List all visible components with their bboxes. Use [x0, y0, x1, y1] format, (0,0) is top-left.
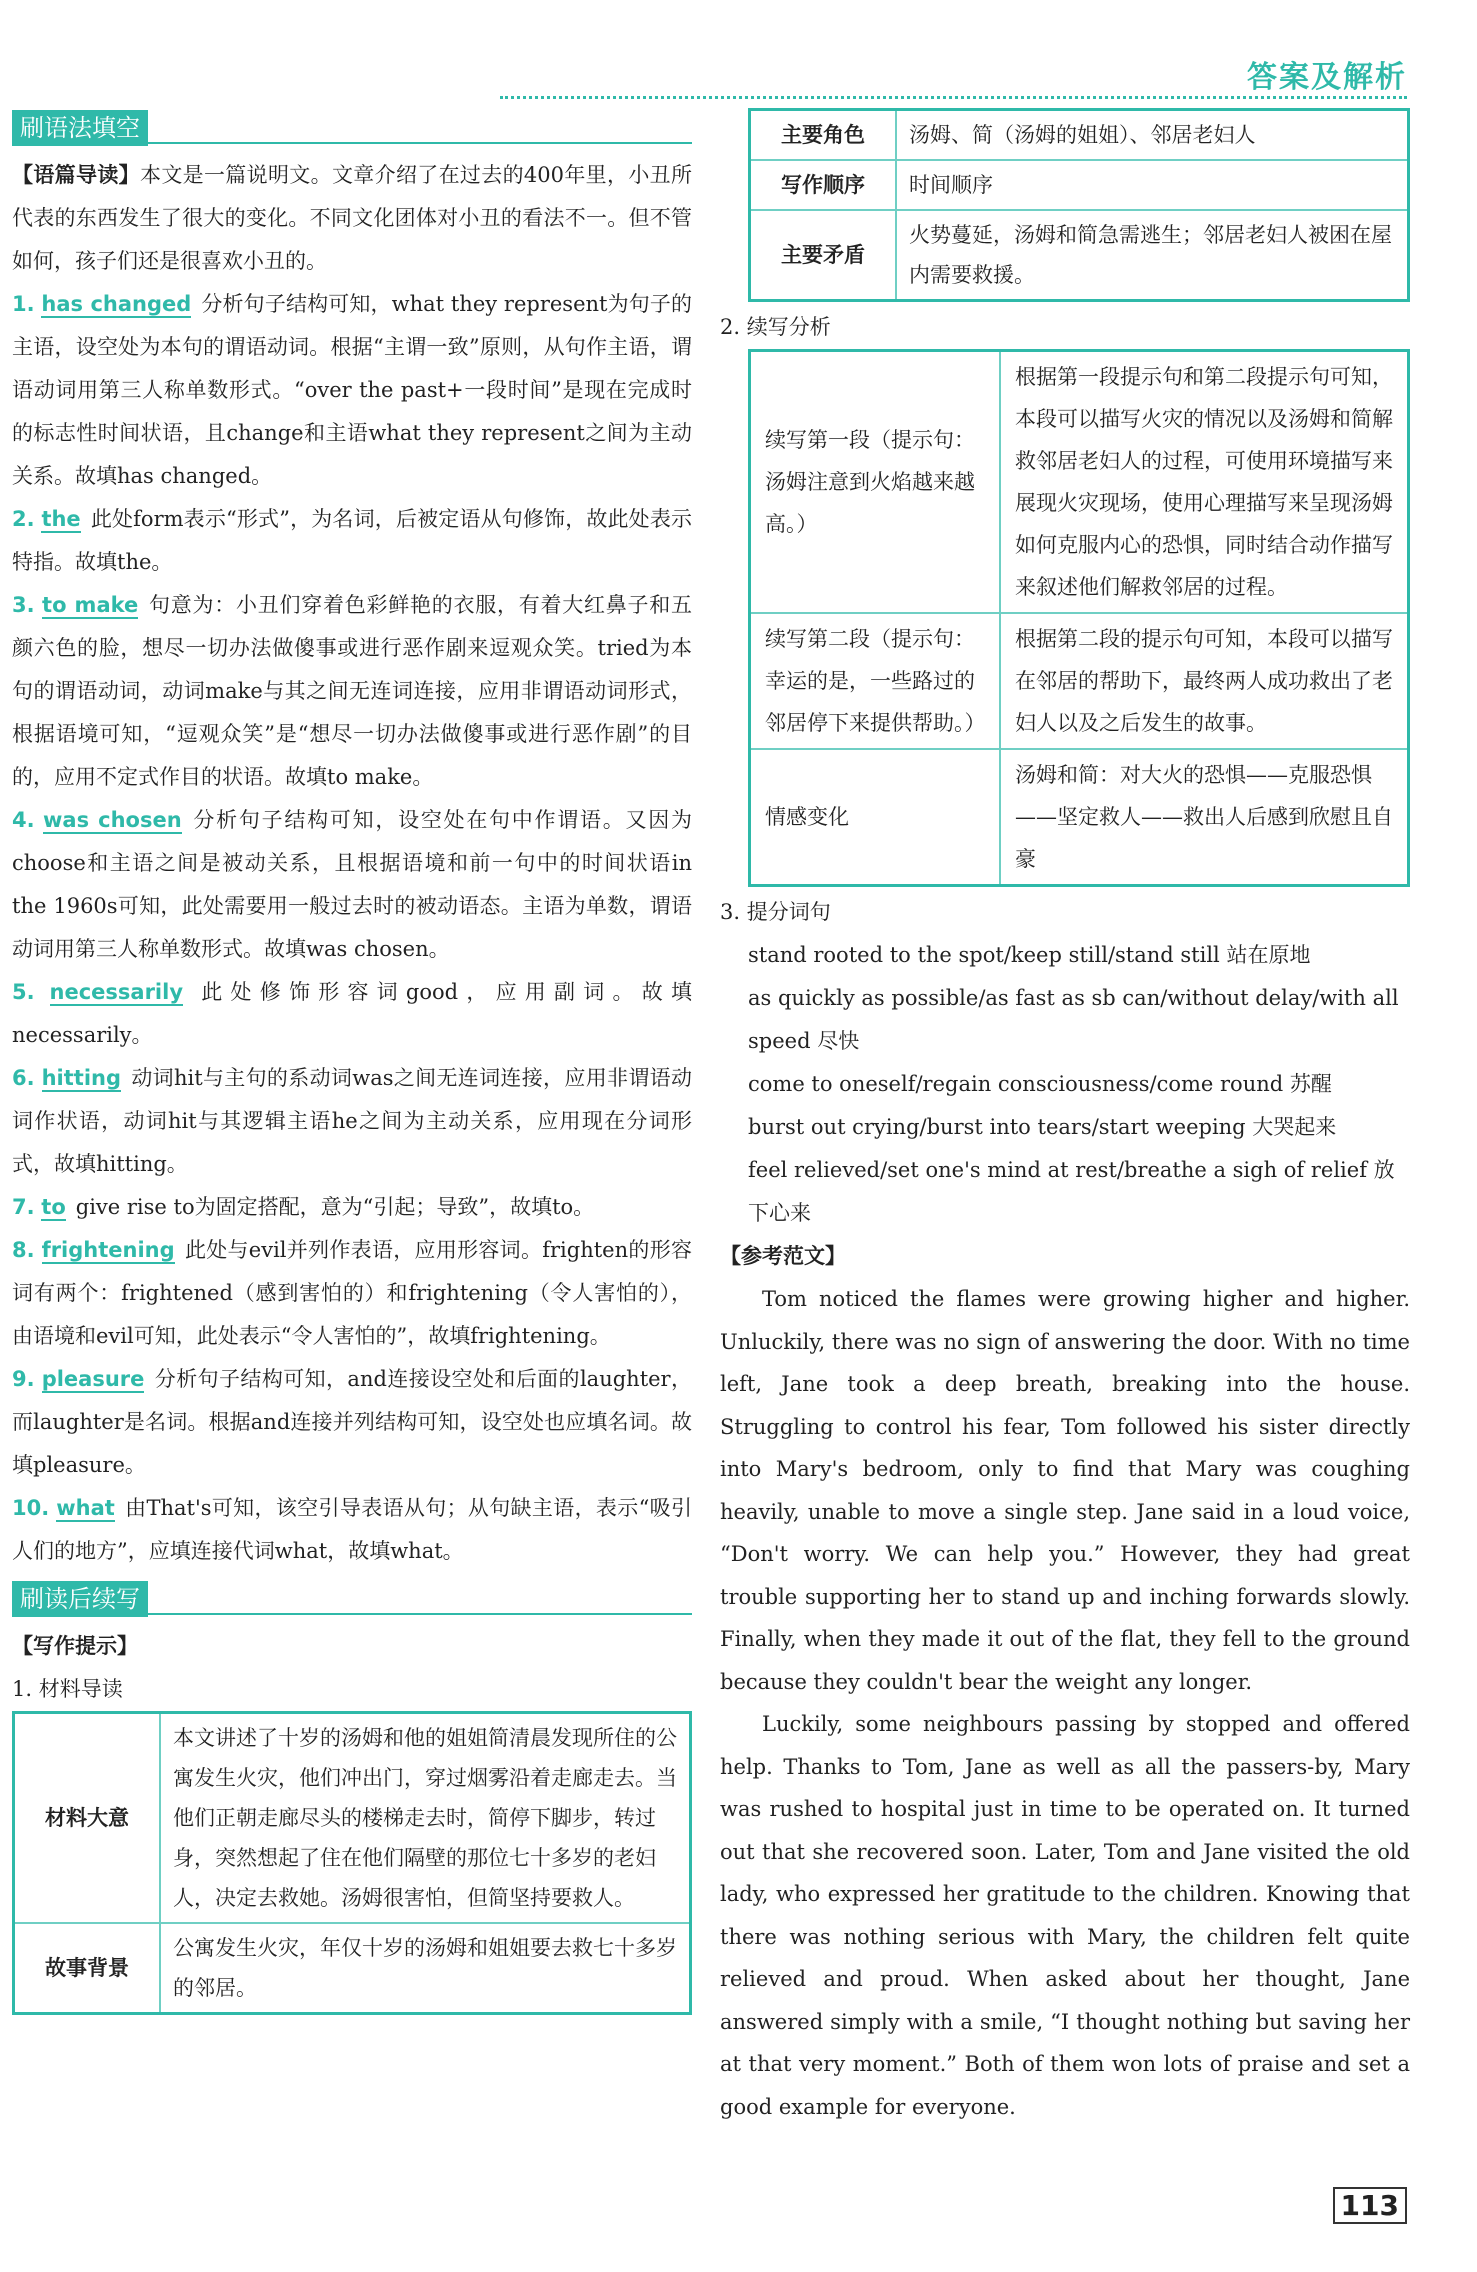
section-title: 刷读后续写 — [12, 1581, 148, 1617]
section-continuation-writing — [12, 1579, 692, 1617]
row-text: 时间顺序 — [896, 160, 1409, 210]
row-head: 续写第二段（提示句：幸运的是，一些路过的邻居停下来提供帮助。） — [750, 613, 1001, 749]
intro-label: 【语篇导读】 — [12, 163, 140, 187]
answer-item: 3. to make 句意为：小丑们穿着色彩鲜艳的衣服，有着大红鼻子和五颜六色的脸，想尽一切办法做傻事或进行恶作剧来逗观众笑。tried为本句的谓语动词，动词make与其之间无连词连接，应用非谓语动词形式，根据语境可知，“逗观众笑”是“想尽一切办法做傻事或进行恶作剧”的目的，应用不定式作目的状语。故填to make。 — [12, 593, 692, 789]
answer-text: to — [41, 1195, 66, 1219]
table-row — [750, 351, 1409, 614]
page-number: 113 — [1333, 2187, 1407, 2224]
intro-paragraph — [12, 154, 692, 283]
answer-item: 10. what 由That's可知，该空引导表语从句；从句缺主语，表示“吸引人们的地方”，应填连接代词what，故填what。 — [12, 1496, 692, 1563]
row-text: 火势蔓延，汤姆和简急需逃生；邻居老妇人被困在屋内需要救援。 — [896, 210, 1409, 301]
page-header-title: 答案及解析 — [1247, 60, 1407, 95]
explanation: give rise to为固定搭配，意为“引起；导致”，故填to。 — [75, 1195, 595, 1219]
phrases-title: 3. 提分词句 — [720, 900, 831, 924]
row-text: 根据第二段的提示句可知，本段可以描写在邻居的帮助下，最终两人成功救出了老妇人以及之后发生的故事。 — [1000, 613, 1409, 749]
explanation: 由That's可知，该空引导表语从句；从句缺主语，表示“吸引人们的地方”，应填连接代词what，故填what。 — [12, 1496, 692, 1563]
header-divider — [500, 96, 1407, 99]
section-title: 刷语法填空 — [12, 110, 148, 146]
table-row — [14, 1923, 691, 2014]
answer-item: 4. was chosen 分析句子结构可知，设空处在句中作谓语。又因为choose和主语之间是被动关系，且根据语境和前一句中的时间状语in the 1960s可知，此处需要用一般过去时的被动语态。主语为单数，谓语动词用第三人称单数形式。故填was chosen。 — [12, 808, 692, 961]
answer-text: pleasure — [41, 1367, 145, 1391]
explanation: 分析句子结构可知，what they represent为句子的主语，设空处为本句的谓语动词。根据“主谓一致”原则，从句作主语，谓语动词用第三人称单数形式。“over the past+一段时间”是现在完成时的标志性时间状语，且change和主语what they represent之间为主动关系。故填has changed。 — [12, 292, 692, 488]
answer-text: has changed — [41, 292, 192, 316]
analysis-title: 2. 续写分析 — [720, 315, 831, 339]
row-head: 故事背景 — [14, 1923, 161, 2014]
phrase-list — [720, 934, 1410, 1235]
explanation: 此处与evil并列作表语，应用形容词。frighten的形容词有两个：frightened（感到害怕的）和frightening（令人害怕的），由语境和evil可知，此处表示“令人害怕的”，故填frightening。 — [12, 1238, 692, 1348]
model-essay — [720, 1278, 1410, 2128]
essay-label: 【参考范文】 — [720, 1244, 846, 1268]
story-info-table — [748, 108, 1410, 302]
answer-item: 9. pleasure 分析句子结构可知，and连接设空处和后面的laughter，而laughter是名词。根据and连接并列结构可知，设空处也应填名词。故填pleasure。 — [12, 1367, 692, 1477]
answer-item: 1. has changed 分析句子结构可知，what they represent为句子的主语，设空处为本句的谓语动词。根据“主谓一致”原则，从句作主语，谓语动词用第三人称单数形式。“over the past+一段时间”是现在完成时的标志性时间状语，且change和主语what they represent之间为主动关系。故填has changed。 — [12, 292, 692, 488]
explanation: 动词hit与主句的系动词was之间无连词连接，应用非谓语动词作状语，动词hit与其逻辑主语he之间为主动关系，应用现在分词形式，故填hitting。 — [12, 1066, 692, 1176]
explanation: 句意为：小丑们穿着色彩鲜艳的衣服，有着大红鼻子和五颜六色的脸，想尽一切办法做傻事或进行恶作剧来逗观众笑。tried为本句的谓语动词，动词make与其之间无连词连接，应用非谓语动词形式，根据语境可知，“逗观众笑”是“想尽一切办法做傻事或进行恶作剧”的目的，应用不定式作目的状语。故填to make。 — [12, 593, 692, 789]
table-row — [750, 160, 1409, 210]
row-text: 本文讲述了十岁的汤姆和他的姐姐简清晨发现所住的公寓发生火灾，他们冲出门，穿过烟雾沿着走廊走去。当他们正朝走廊尽头的楼梯走去时，简停下脚步，转过身，突然想起了住在他们隔壁的那位七十多岁的老妇人，决定去救她。汤姆很害怕，但简坚持要救人。 — [160, 1713, 691, 1924]
answer-text: to make — [42, 593, 139, 617]
left-column — [12, 108, 692, 2015]
row-head: 写作顺序 — [750, 160, 897, 210]
material-title: 1. 材料导读 — [12, 1677, 123, 1701]
analysis-table — [748, 349, 1410, 887]
list-item: come to oneself/regain consciousness/come round 苏醒 — [748, 1072, 1332, 1096]
row-head: 材料大意 — [14, 1713, 161, 1924]
row-text: 根据第一段提示句和第二段提示句可知，本段可以描写火灾的情况以及汤姆和简解救邻居老妇人的过程，可使用环境描写来展现火灾现场，使用心理描写来呈现汤姆如何克服内心的恐惧，同时结合动作描写来叙述他们解救邻居的过程。 — [1000, 351, 1409, 614]
answer-text: necessarily — [49, 980, 184, 1004]
explanation: 分析句子结构可知，and连接设空处和后面的laughter，而laughter是名词。根据and连接并列结构可知，设空处也应填名词。故填pleasure。 — [12, 1367, 692, 1477]
answer-item: 8. frightening 此处与evil并列作表语，应用形容词。frighten的形容词有两个：frightened（感到害怕的）和frightening（令人害怕的），由语境和evil可知，此处表示“令人害怕的”，故填frightening。 — [12, 1238, 692, 1348]
explanation: 分析句子结构可知，设空处在句中作谓语。又因为choose和主语之间是被动关系，且根据语境和前一句中的时间状语in the 1960s可知，此处需要用一般过去时的被动语态。主语为单数，谓语动词用第三人称单数形式。故填was chosen。 — [12, 808, 692, 961]
row-head: 续写第一段（提示句：汤姆注意到火焰越来越高。） — [750, 351, 1001, 614]
essay-paragraph: Tom noticed the flames were growing higher and higher. Unluckily, there was no sign of answering the door. With no time left, Jane took a deep breath, breaking into the house. Struggling to control his fear, Tom followed his sister directly into Mary's bedroom, only to find that Mary was coughing heavily, unable to move a single step. Jane said in a loud voice, “Don't worry. We can help you.” However, they had great trouble supporting her to stand up and inching forwards slowly. Finally, when they made it out of the flat, they fell to the ground because they couldn't bear the weight any longer. — [720, 1287, 1410, 1694]
explanation: 此处form表示“形式”，为名词，后被定语从句修饰，故此处表示特指。故填the。 — [12, 507, 692, 574]
table-row — [750, 613, 1409, 749]
answer-item: 2. the 此处form表示“形式”，为名词，后被定语从句修饰，故此处表示特指。故填the。 — [12, 507, 692, 574]
list-item: as quickly as possible/as fast as sb can/without delay/with all speed 尽快 — [748, 986, 1399, 1053]
row-head: 情感变化 — [750, 749, 1001, 886]
table-row — [14, 1713, 691, 1924]
list-item: stand rooted to the spot/keep still/stand still 站在原地 — [748, 943, 1311, 967]
list-item: burst out crying/burst into tears/start weeping 大哭起来 — [748, 1115, 1337, 1139]
row-head: 主要角色 — [750, 110, 897, 161]
essay-paragraph: Luckily, some neighbours passing by stopped and offered help. Thanks to Tom, Jane as well as all the passers-by, Mary was rushed to hospital just in time to be operated on. It turned out that she recovered soon. Later, Tom and Jane visited the old lady, who expressed her gratitude to the children. Knowing that there was nothing serious with Mary, the children felt quite relieved and proud. When asked about her thought, Jane answered simply with a smile, “I thought nothing but saving her at that very moment.” Both of them won lots of praise and set a good example for everyone. — [720, 1712, 1410, 2119]
material-table — [12, 1711, 692, 2015]
table-row — [750, 749, 1409, 886]
list-item: feel relieved/set one's mind at rest/breathe a sigh of relief 放下心来 — [748, 1158, 1395, 1225]
table-row — [750, 210, 1409, 301]
explanation: 此处修饰形容词good，应用副词。故填necessarily。 — [12, 980, 692, 1047]
answer-text: frightening — [41, 1238, 175, 1262]
answer-item: 5. necessarily 此处修饰形容词good，应用副词。故填necessarily。 — [12, 980, 692, 1047]
row-text: 公寓发生火灾，年仅十岁的汤姆和姐姐要去救七十多岁的邻居。 — [160, 1923, 691, 2014]
row-text: 汤姆和简：对大火的恐惧——克服恐惧——坚定救人——救出人后感到欣慰且自豪 — [1000, 749, 1409, 886]
table-row — [750, 110, 1409, 161]
answer-text: was chosen — [43, 808, 182, 832]
answer-text: what — [56, 1496, 115, 1520]
section-grammar-fill — [12, 108, 692, 146]
answer-text: hitting — [41, 1066, 121, 1090]
answer-item: 6. hitting 动词hit与主句的系动词was之间无连词连接，应用非谓语动词作状语，动词hit与其逻辑主语he之间为主动关系，应用现在分词形式，故填hitting。 — [12, 1066, 692, 1176]
row-text: 汤姆、简（汤姆的姐姐）、邻居老妇人 — [896, 110, 1409, 161]
right-column — [720, 108, 1410, 2128]
row-head: 主要矛盾 — [750, 210, 897, 301]
answer-item: 7. to give rise to为固定搭配，意为“引起；导致”，故填to。 — [12, 1195, 595, 1219]
intro-text: 本文是一篇说明文。文章介绍了在过去的400年里，小丑所代表的东西发生了很大的变化。不同文化团体对小丑的看法不一。但不管如何，孩子们还是很喜欢小丑的。 — [12, 163, 692, 273]
answer-text: the — [41, 507, 81, 531]
writing-hint-label: 【写作提示】 — [12, 1634, 138, 1658]
